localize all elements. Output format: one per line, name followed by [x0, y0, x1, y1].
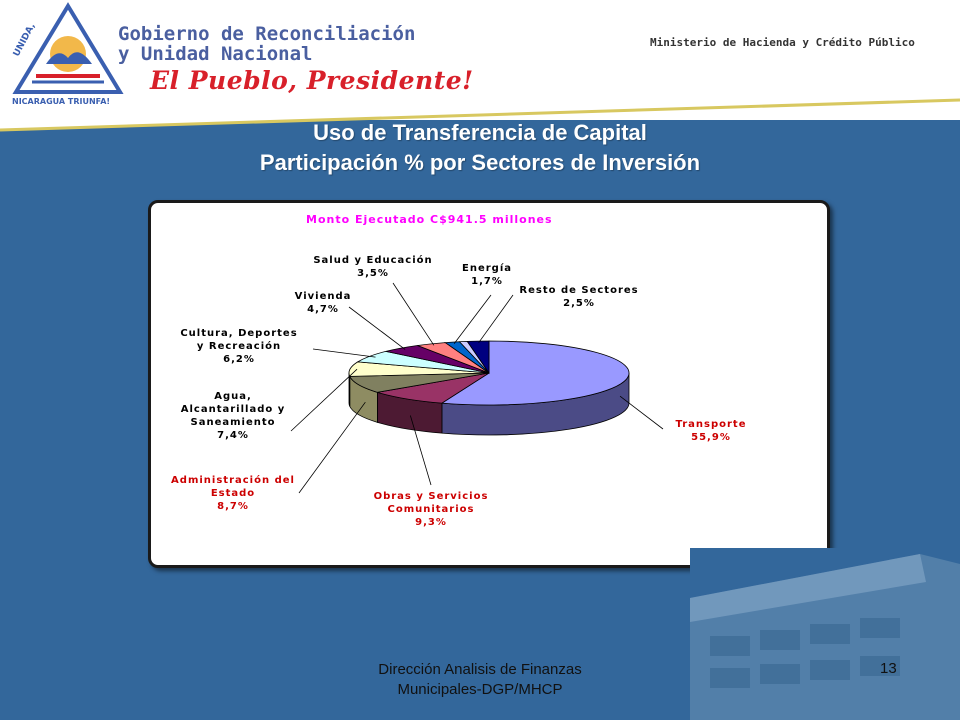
leader-line-2 [299, 402, 365, 493]
logo-text-top: UNIDA, [11, 21, 38, 59]
data-label-7: Energía [462, 263, 512, 274]
slide-title-line2: Participación % por Sectores de Inversión [259, 150, 701, 175]
data-label-4: y Recreación [196, 341, 282, 352]
data-label-6: Salud y Educación [313, 255, 433, 266]
slide-number: 13 [880, 660, 897, 677]
slide-title-line1: Uso de Transferencia de Capital [313, 120, 647, 145]
data-label-5: Vivienda [294, 291, 352, 302]
pie-chart [151, 203, 827, 565]
data-label-value-7: 1,7% [471, 276, 503, 287]
leader-line-4 [313, 349, 376, 357]
data-label-4: Cultura, Deportes [180, 328, 298, 339]
data-label-value-1: 9,3% [415, 517, 447, 528]
data-label-value-4: 6,2% [223, 354, 255, 365]
pie-side-3 [349, 373, 350, 406]
chart-panel [148, 200, 830, 568]
government-name-line2: y Unidad Nacional [118, 43, 313, 65]
data-label-value-6: 3,5% [357, 268, 389, 279]
data-label-0: Transporte [675, 419, 747, 430]
data-label-2: Administración del [171, 475, 295, 486]
footer-text-line2: Municipales-DGP/MHCP [397, 681, 563, 698]
leader-line-7 [454, 295, 491, 344]
data-label-value-5: 4,7% [307, 304, 339, 315]
government-name-line1: Gobierno de Reconciliación [118, 23, 416, 45]
government-name [118, 24, 415, 64]
footer-text-line1: Dirección Analisis de Finanzas [378, 661, 582, 678]
logo-text-bottom: NICARAGUA TRIUNFA! [12, 97, 111, 106]
slide-title [180, 118, 780, 178]
leader-line-0 [620, 396, 663, 429]
leader-line-9 [479, 295, 513, 343]
data-label-2: Estado [210, 488, 256, 499]
leader-line-5 [349, 307, 405, 349]
data-label-3: Saneamiento [190, 417, 276, 428]
data-label-value-3: 7,4% [217, 430, 249, 441]
data-label-9: Resto de Sectores [519, 285, 639, 296]
data-label-3: Alcantarillado y [180, 404, 286, 415]
data-label-value-0: 55,9% [691, 432, 731, 443]
leader-line-3 [291, 369, 357, 431]
data-label-value-9: 2,5% [563, 298, 595, 309]
ministry-name: Ministerio de Hacienda y Crédito Público [650, 36, 915, 49]
data-label-1: Obras y Servicios [373, 491, 489, 502]
slogan: El Pueblo, Presidente! [150, 66, 474, 95]
data-label-value-2: 8,7% [217, 501, 249, 512]
government-logo [8, 2, 136, 108]
data-label-3: Agua, [214, 391, 252, 402]
data-label-1: Comunitarios [387, 504, 475, 515]
leader-line-6 [393, 283, 434, 345]
ministry-building-image [690, 548, 960, 720]
chart-title: Monto Ejecutado C$941.5 millones [306, 213, 553, 226]
footer-text [330, 660, 630, 700]
